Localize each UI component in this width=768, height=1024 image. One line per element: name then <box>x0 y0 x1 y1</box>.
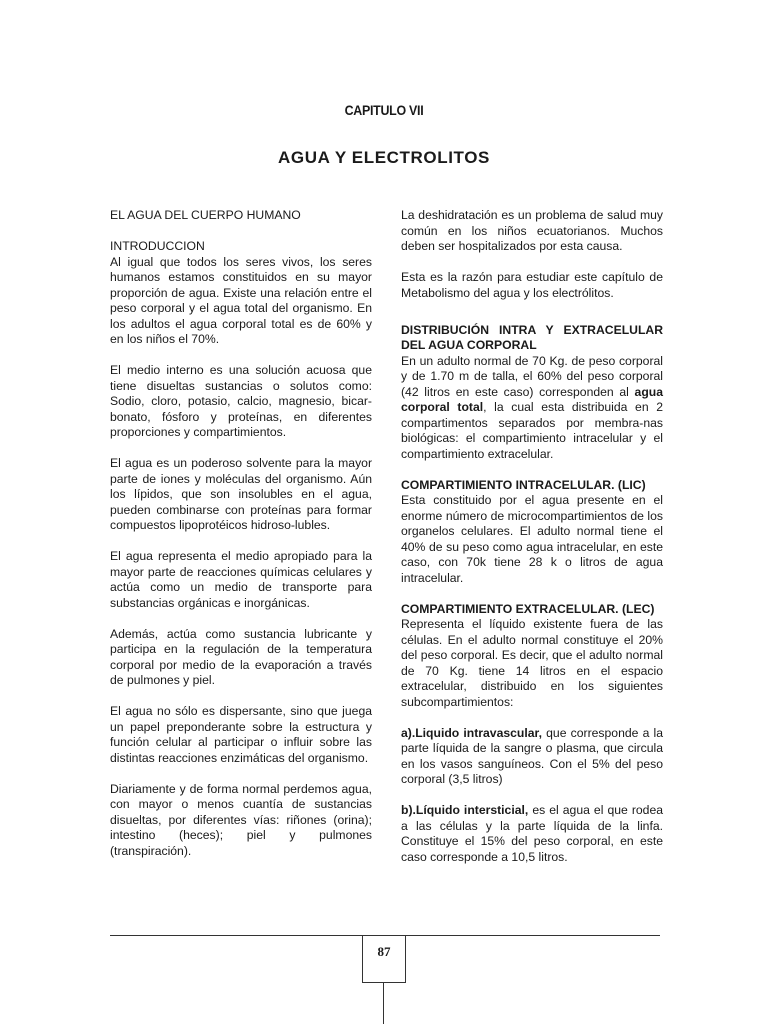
lec-heading: COMPARTIMIENTO EXTRACELULAR. (LEC) <box>401 601 655 616</box>
paragraph: El agua no sólo es dispersante, sino que juega un papel preponderante sobre la estructura y función celular al participar o influir sobre las distintas reacciones enzimáticas del organismo. <box>110 704 372 765</box>
distribution-heading: DISTRIBUCIÓN INTRA Y EXTRACELULAR DEL AGUA CORPORAL <box>401 322 663 352</box>
paragraph: Además, actúa como sustancia lubricante y participa en la regulación de la temperatura corporal por medio de la evaporación a través de pulmones y piel. <box>110 626 372 687</box>
section-heading: EL AGUA DEL CUERPO HUMANO <box>110 208 301 222</box>
text: En un adulto normal de 70 Kg. de peso corporal y de 1.70 m de talla, el 60% del peso corporal (42 litros en este caso) corresponden al <box>401 353 663 399</box>
paragraph: El agua es un poderoso solvente para la mayor parte de iones y moléculas del organismo. Aún los lípidos, que son insolubles en el agua, pueden combinarse con proteínas para formar compuestos lipoprotéicos hidroso-lubles. <box>110 456 372 532</box>
footer-stem-line <box>383 983 384 1024</box>
paragraph: Esta constituido por el agua presente en el enorme número de microcompartimientos de los organelos celulares. El adulto normal tiene el 40% de su peso como agua intracelular, en este caso, con 70k tiene 28 k o litros de agua intracelular. <box>401 493 663 585</box>
paragraph: Esta es la razón para estudiar este capítulo de Metabolismo del agua y los electrólitos. <box>401 270 663 300</box>
paragraph: La deshidratación es un problema de salud muy común en los niños ecuatorianos. Muchos deben ser hospitalizados por esta causa. <box>401 208 663 253</box>
paragraph: Representa el líquido existente fuera de las células. En el adulto normal constituye el 20% del peso corporal. Es decir, que el adulto normal de 70 Kg. tiene 14 litros en el espacio extracelular, distribuido en los siguientes subcompartimientos: <box>401 617 663 709</box>
bold-term: agua corporal total <box>401 384 663 414</box>
bold-term: b).Líquido intersticial, <box>401 803 529 817</box>
text: , la cual esta distribuida en 2 compartimentos separados por membra-nas biológicas: el compartimiento intracelular y el compartimiento extracelular. <box>401 400 664 461</box>
paragraph: El medio interno es una solución acuosa que tiene disueltas sustancias o solutos como: Sodio, cloro, potasio, calcio, magnesio, bicar-bonato, fósforo y proteínas, en diferentes proporciones y compartimientos. <box>110 363 372 439</box>
text: que corresponde a la parte líquida de la sangre o plasma, que circula en los vasos sanguíneos. Con el 5% del peso corporal (3,5 litros) <box>401 725 663 786</box>
lic-heading: COMPARTIMIENTO INTRACELULAR. (LIC) <box>401 477 646 492</box>
text: es el agua el que rodea a las células y la parte líquida de la linfa. Constituye el 15% del peso corporal, en este caso corresponde a 10,5 litros. <box>401 803 663 864</box>
page-title: AGUA Y ELECTROLITOS <box>278 148 490 167</box>
right-column <box>401 208 663 881</box>
page-number: 87 <box>377 944 391 959</box>
intro-heading: INTRODUCCION <box>110 239 205 253</box>
paragraph: Diariamente y de forma normal perdemos agua, con mayor o menos cuantía de sustancias disueltas, por diferentes vías: riñones (orina); intestino (heces); piel y pulmones (transpiración). <box>110 781 372 858</box>
paragraph <box>401 726 663 788</box>
paragraph: Al igual que todos los seres vivos, los seres humanos estamos constituidos en su mayor proporción de agua. Existe una relación entre el peso corporal y el agua total del organismo. En los adultos el agua corporal total es de 60% y en los niños el 70%. <box>110 254 372 346</box>
left-column <box>110 208 372 875</box>
paragraph <box>401 803 663 865</box>
paragraph: El agua representa el medio apropiado para la mayor parte de reacciones químicas celulares y actúa como un medio de transporte para substancias orgánicas e inorgánicas. <box>110 549 372 610</box>
paragraph <box>401 354 663 463</box>
chapter-label: CAPITULO VII <box>344 103 424 118</box>
bold-term: a).Liquido intravascular, <box>401 725 542 740</box>
